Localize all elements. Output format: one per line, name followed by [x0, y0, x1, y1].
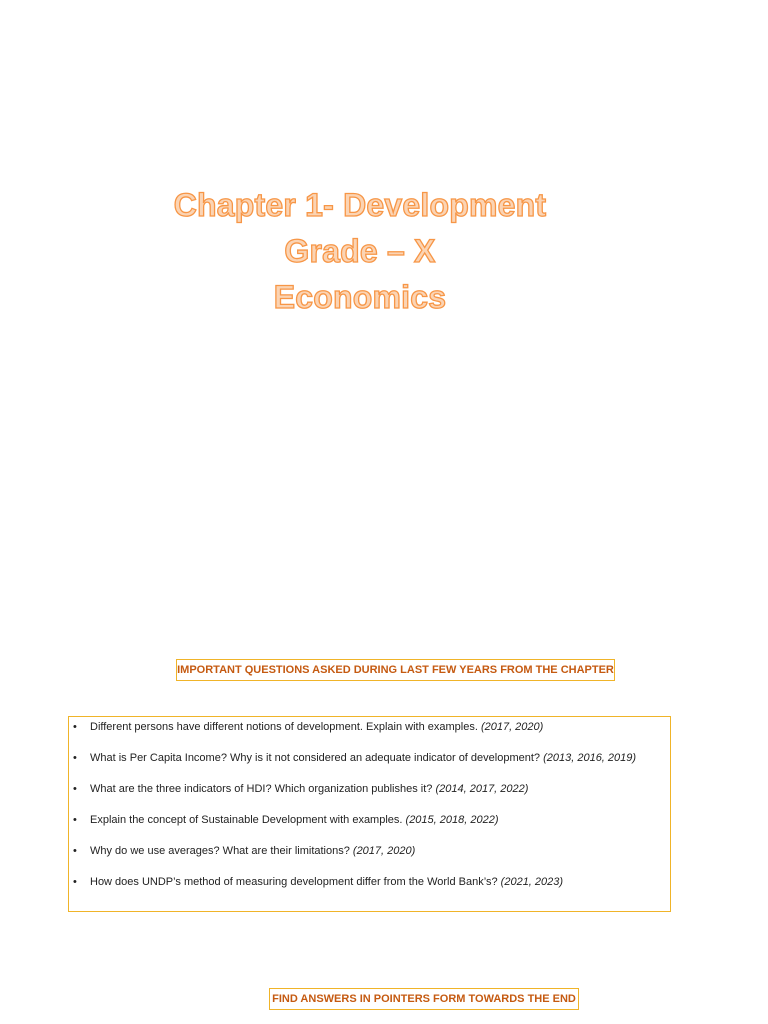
questions-list	[73, 720, 660, 890]
question-text: Explain the concept of Sustainable Development with examples.	[90, 814, 403, 826]
title-block	[0, 182, 720, 320]
question-item	[73, 720, 660, 735]
question-item	[73, 751, 660, 766]
question-text: What are the three indicators of HDI? Which organization publishes it?	[90, 783, 433, 795]
question-text: What is Per Capita Income? Why is it not considered an adequate indicator of development?	[90, 752, 541, 764]
chapter-title: Chapter 1- Development	[173, 187, 547, 223]
grade-title: Grade – X	[284, 233, 436, 269]
bullet-icon: •	[73, 814, 77, 826]
question-years: (2017, 2020)	[480, 721, 544, 733]
important-questions-banner: IMPORTANT QUESTIONS ASKED DURING LAST FEW YEARS FROM THE CHAPTER	[176, 659, 615, 681]
question-text: Why do we use averages? What are their limitations?	[90, 845, 350, 857]
question-item	[73, 813, 660, 828]
question-item	[73, 782, 660, 797]
question-years: (2014, 2017, 2022)	[435, 783, 529, 795]
question-item	[73, 844, 660, 859]
questions-box	[68, 716, 671, 912]
bullet-icon: •	[73, 845, 77, 857]
bullet-icon: •	[73, 876, 77, 888]
find-answers-banner: FIND ANSWERS IN POINTERS FORM TOWARDS THE END	[269, 988, 579, 1010]
question-item	[73, 875, 660, 890]
bullet-icon: •	[73, 783, 77, 795]
bullet-icon: •	[73, 721, 77, 733]
question-years: (2013, 2016, 2019)	[543, 752, 637, 764]
question-text: Different persons have different notions of development. Explain with examples.	[90, 721, 478, 733]
subject-title: Economics	[273, 279, 447, 315]
question-years: (2017, 2020)	[352, 845, 416, 857]
question-text: How does UNDP’s method of measuring development differ from the World Bank’s?	[90, 876, 498, 888]
question-years: (2021, 2023)	[500, 876, 564, 888]
bullet-icon: •	[73, 752, 77, 764]
question-years: (2015, 2018, 2022)	[405, 814, 499, 826]
